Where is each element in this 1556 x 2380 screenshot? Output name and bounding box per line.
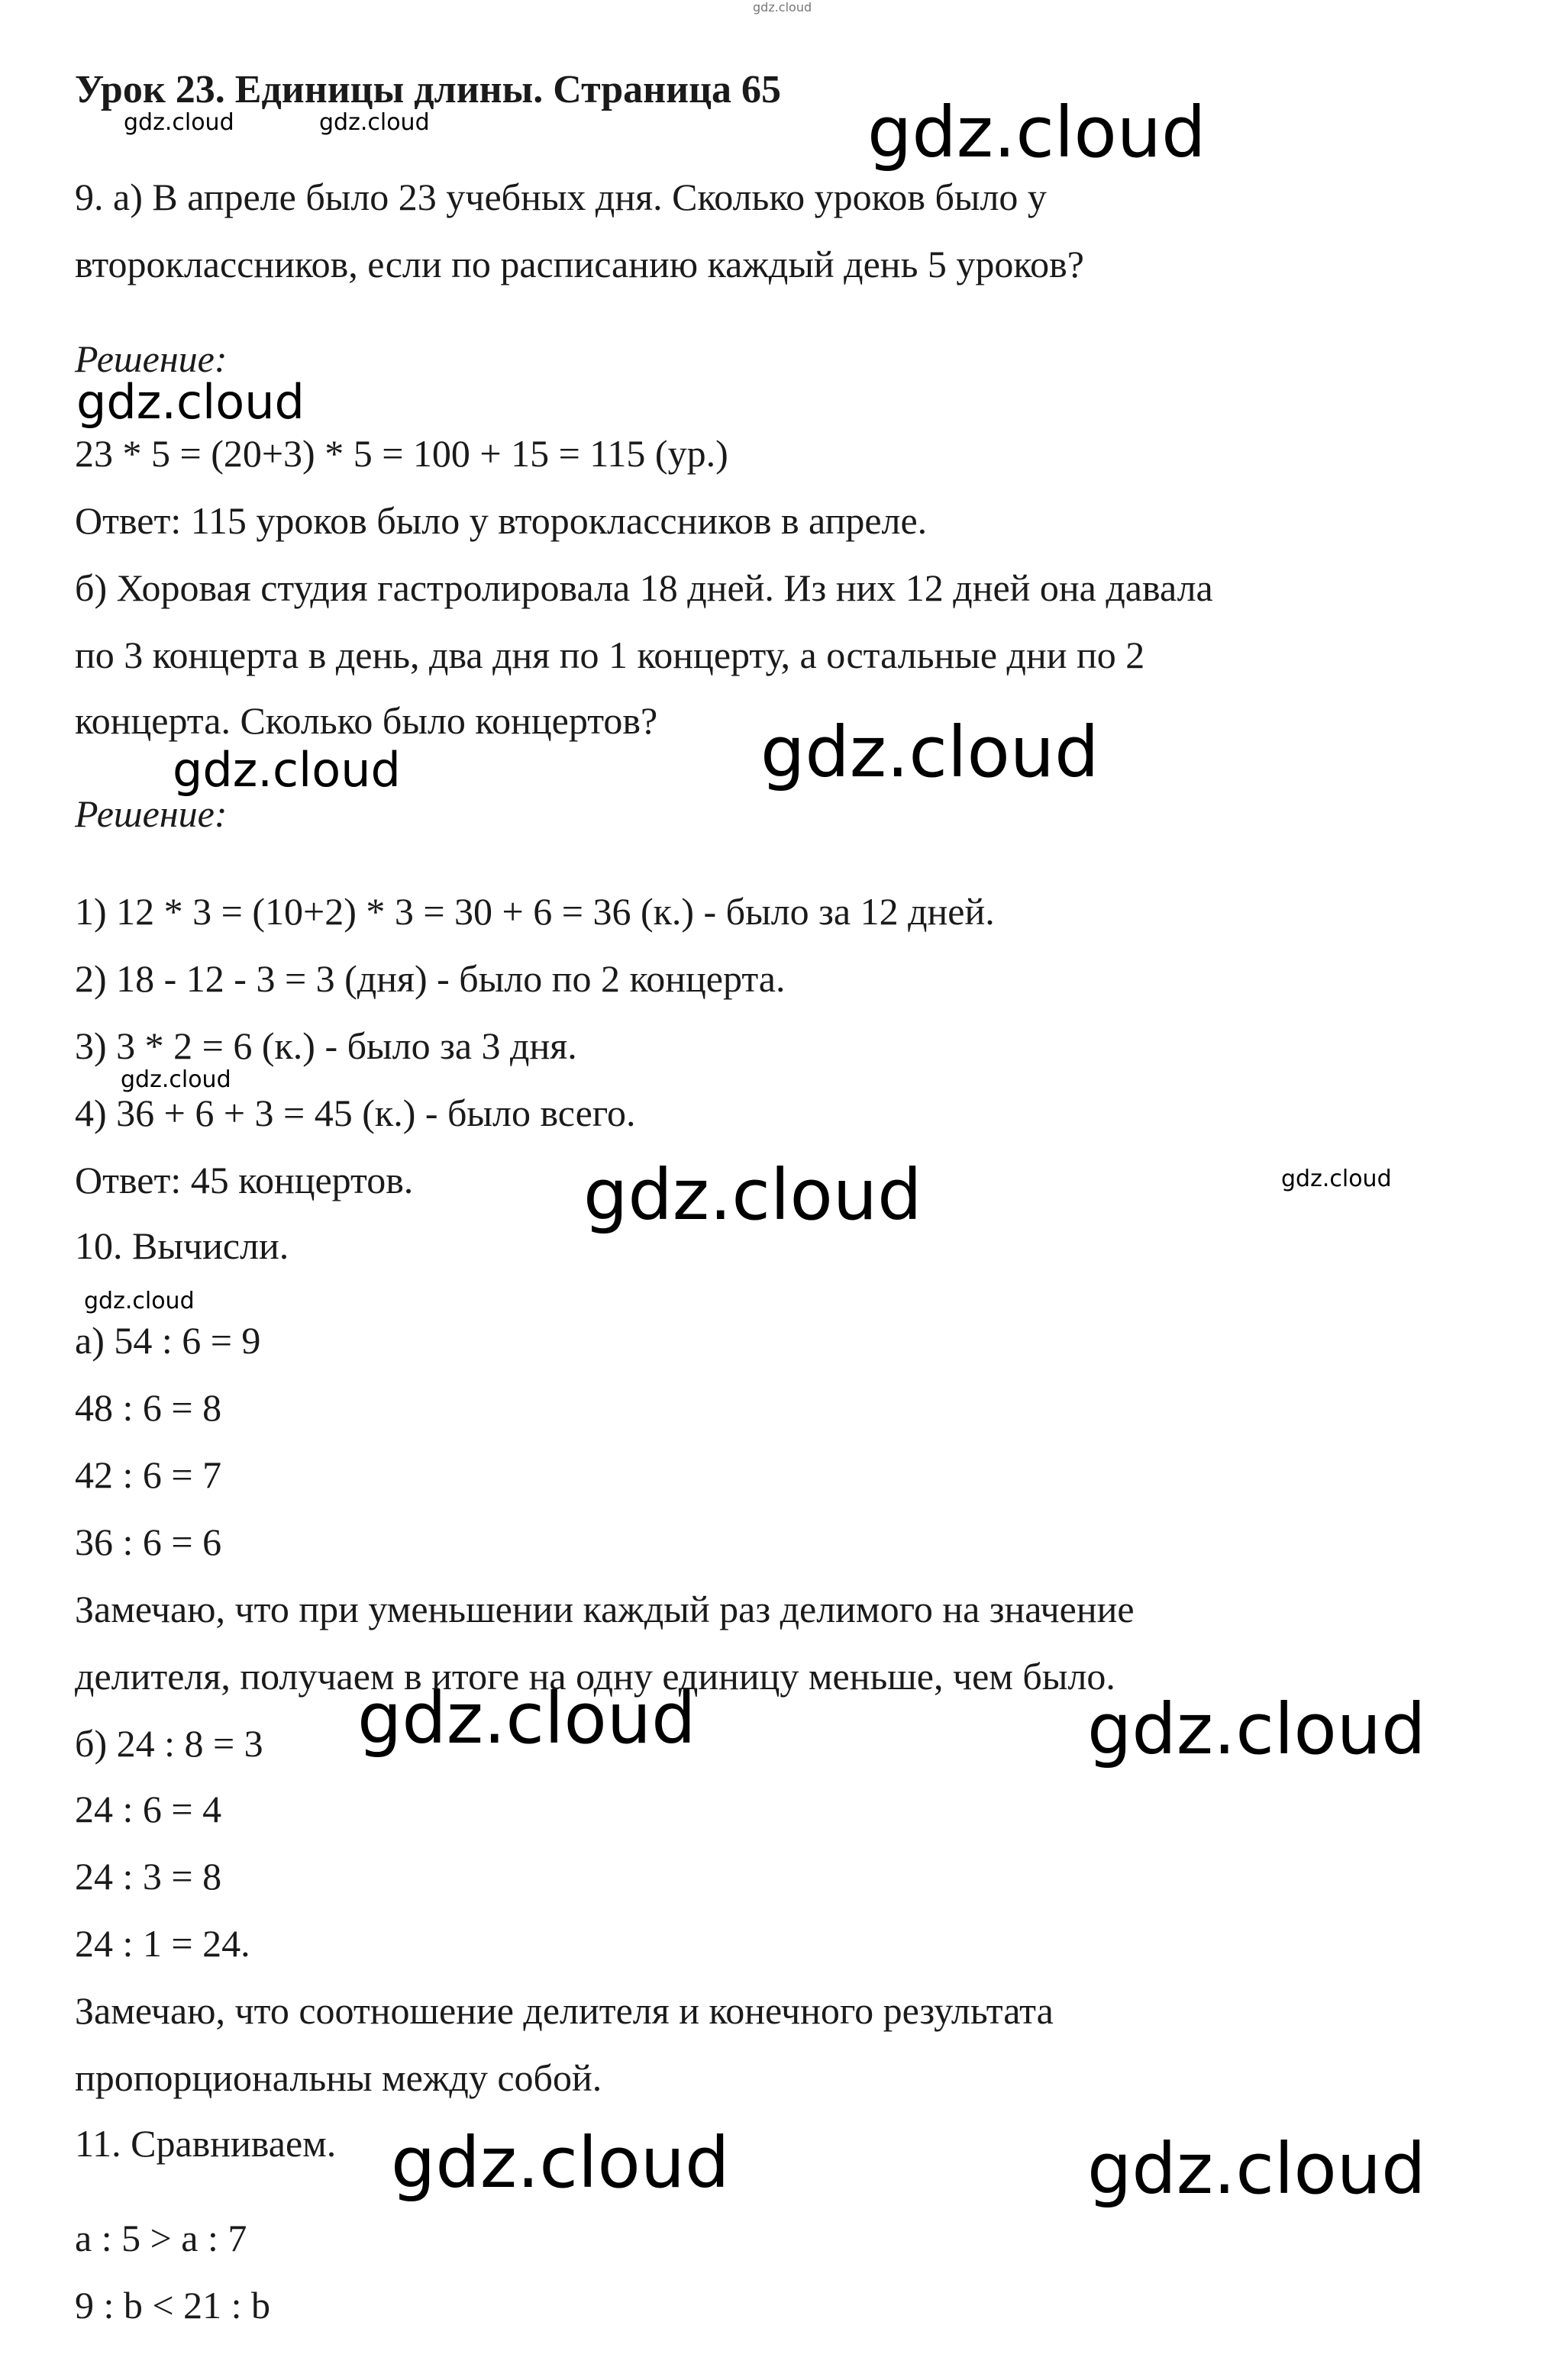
- task10-a1: а) 54 : 6 = 9: [75, 1319, 261, 1362]
- task10-a-note1: Замечаю, что при уменьшении каждый раз делимого на значение: [75, 1588, 1135, 1630]
- task10-a3: 42 : 6 = 7: [75, 1453, 222, 1496]
- solution-label: Решение:: [75, 337, 228, 380]
- watermark: gdz.cloud: [319, 109, 430, 136]
- task9-a-calc: 23 * 5 = (20+3) * 5 = 100 + 15 = 115 (ур.): [75, 432, 728, 475]
- task10-a2: 48 : 6 = 8: [75, 1386, 222, 1429]
- watermark: gdz.cloud: [1281, 1166, 1392, 1192]
- task10-b-note1: Замечаю, что соотношение делителя и конечного результата: [75, 1989, 1054, 2032]
- task10-b-note2: пропорциональны между собой.: [75, 2056, 602, 2099]
- page-title: Урок 23. Единицы длины. Страница 65: [75, 68, 782, 111]
- task10-b2: 24 : 6 = 4: [75, 1788, 222, 1830]
- watermark: gdz.cloud: [124, 109, 234, 136]
- task9-b-step1: 1) 12 * 3 = (10+2) * 3 = 30 + 6 = 36 (к.) - было за 12 дней.: [75, 890, 995, 933]
- task9-b-line2: по 3 концерта в день, два дня по 1 концерту, а остальные дни по 2: [75, 634, 1145, 676]
- task10-a4: 36 : 6 = 6: [75, 1521, 222, 1563]
- watermark: gdz.cloud: [1087, 1688, 1426, 1770]
- task10-b1: б) 24 : 8 = 3: [75, 1722, 263, 1765]
- watermark: gdz.cloud: [867, 92, 1206, 173]
- task11-compare2: 9 : b < 21 : b: [75, 2284, 270, 2327]
- watermark: gdz.cloud: [1087, 2128, 1426, 2210]
- task9-b-step2: 2) 18 - 12 - 3 = 3 (дня) - было по 2 концерта.: [75, 957, 786, 1000]
- watermark: gdz.cloud: [76, 374, 305, 430]
- watermark: gdz.cloud: [84, 1288, 195, 1314]
- task10-b3: 24 : 3 = 8: [75, 1855, 222, 1898]
- task10-a-note2: делителя, получаем в итоге на одну единицу меньше, чем было.: [75, 1655, 1115, 1698]
- task9-b-answer: Ответ: 45 концертов.: [75, 1159, 414, 1201]
- watermark: gdz.cloud: [173, 742, 401, 798]
- task9-b-line3: концерта. Сколько было концертов?: [75, 699, 658, 742]
- watermark: gdz.cloud: [391, 2122, 730, 2204]
- task9-b-step3: 3) 3 * 2 = 6 (к.) - было за 3 дня.: [75, 1024, 577, 1067]
- watermark: gdz.cloud: [583, 1154, 922, 1236]
- watermark: gdz.cloud: [357, 1678, 696, 1759]
- task11-compare1: a : 5 > a : 7: [75, 2217, 247, 2259]
- watermark-top-tiny: gdz.cloud: [753, 0, 812, 15]
- solution-label: Решение:: [75, 792, 228, 835]
- task11-heading: 11. Сравниваем.: [75, 2122, 337, 2165]
- task9-a-answer: Ответ: 115 уроков было у второклассников в апреле.: [75, 499, 928, 542]
- watermark: gdz.cloud: [760, 711, 1099, 793]
- task9-b-line1: б) Хоровая студия гастролировала 18 дней. Из них 12 дней она давала: [75, 566, 1213, 609]
- task9-a-line2: второклассников, если по расписанию каждый день 5 уроков?: [75, 243, 1084, 285]
- task9-b-step4: 4) 36 + 6 + 3 = 45 (к.) - было всего.: [75, 1092, 636, 1134]
- watermark: gdz.cloud: [121, 1066, 231, 1093]
- task10-heading: 10. Вычисли.: [75, 1224, 289, 1267]
- task9-a-line1: 9. а) В апреле было 23 учебных дня. Сколько уроков было у: [75, 176, 1047, 218]
- task10-b4: 24 : 1 = 24.: [75, 1922, 250, 1965]
